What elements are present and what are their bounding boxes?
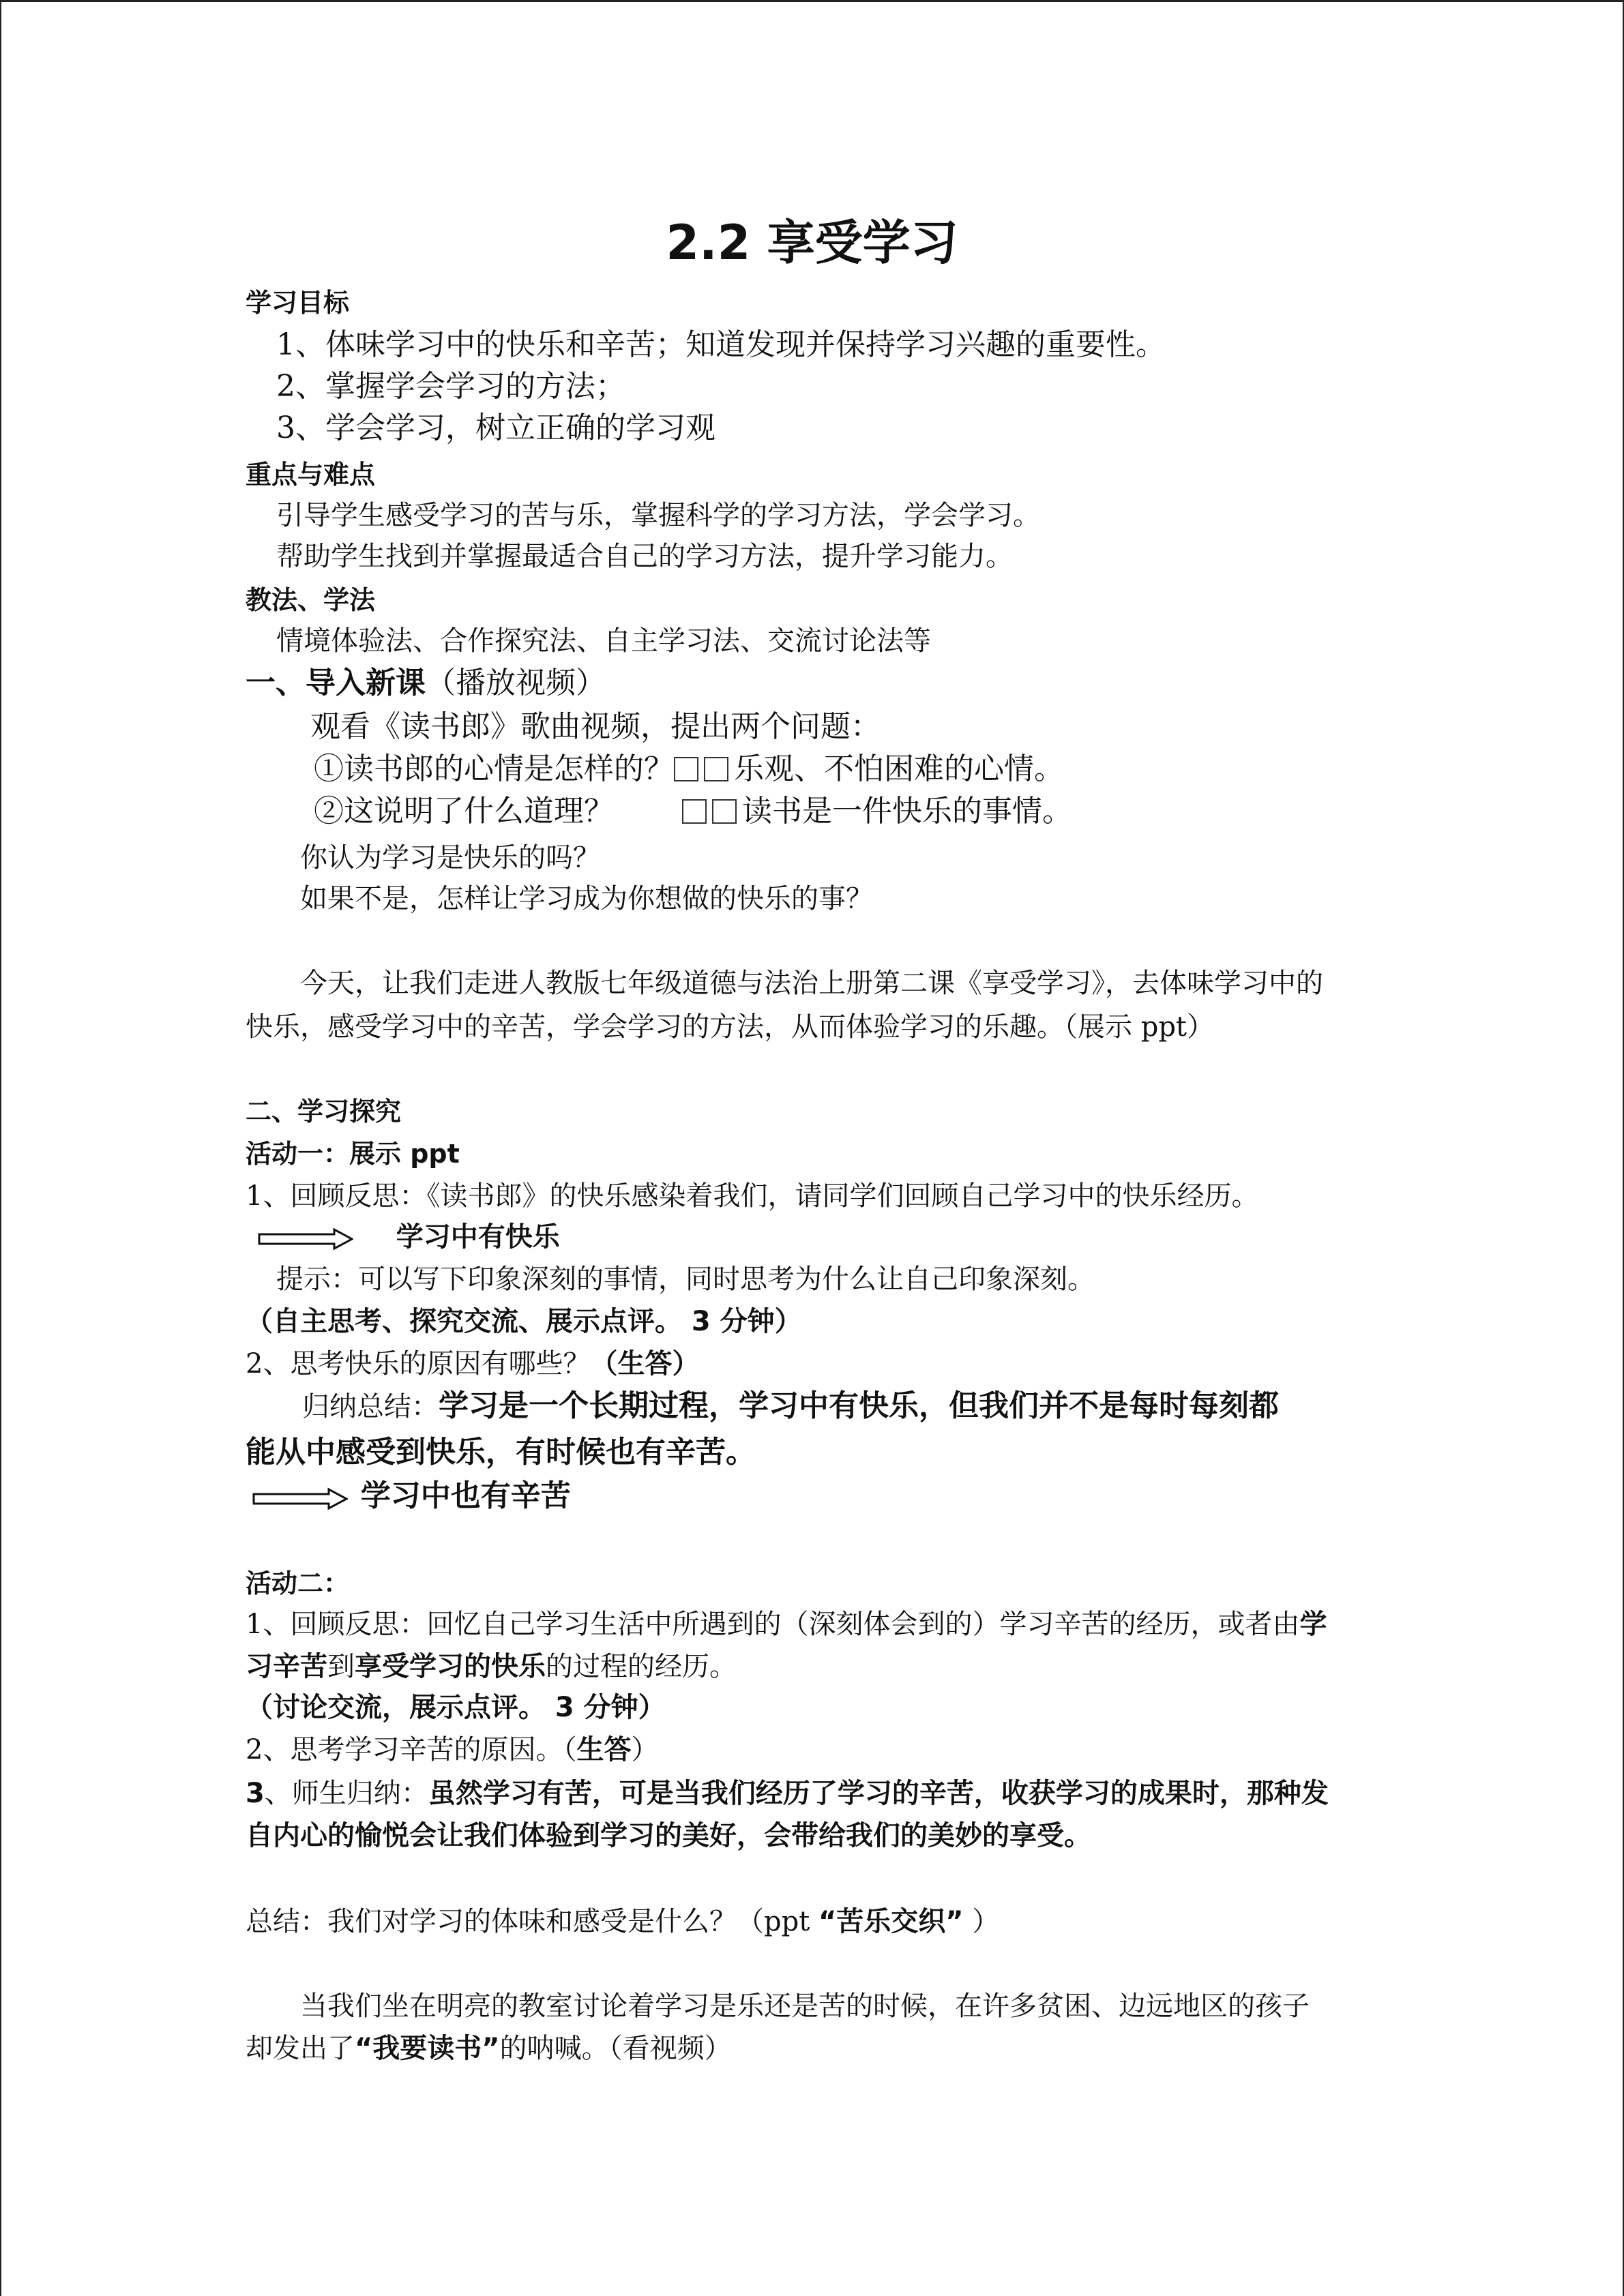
activity1-tip: 提示：可以写下印象深刻的事情，同时思考为什么让自己印象深刻。 [276, 1264, 1095, 1295]
objective-item: 3、学会学习，树立正确的学习观 [276, 411, 715, 445]
activity2-item-1-text: 1、回顾反思：回忆自己学习生活中所遇到的（深刻体会到的）学习辛苦的经历，或者由 [246, 1609, 1300, 1640]
reflection-question-2: 如果不是，怎样让学习成为你想做的快乐的事？ [300, 883, 873, 914]
activity1-item-2-row [246, 1346, 699, 1382]
methods-text: 情境体验法、合作探究法、自主学习法、交流讨论法等 [276, 625, 931, 657]
question-2: ②这说明了什么道理？ [314, 794, 614, 829]
activity2-item-2-bold: 生答 [576, 1734, 632, 1765]
question-1-row [314, 751, 1064, 787]
activity2-item-1-line-2 [246, 1649, 737, 1684]
section1-heading: 一、导入新课 [246, 666, 426, 700]
objective-item: 1、体味学习中的快乐和辛苦；知道发现并保持学习兴趣的重要性。 [276, 327, 1166, 362]
document-title: 2.2 享受学习 [666, 215, 958, 271]
activity2-item-3-line-2: 自内心的愉悦会让我们体验到学习的美好，会带给我们的美妙的享受。 [246, 1820, 1091, 1851]
objectives-heading: 学习目标 [246, 288, 350, 318]
arrow-row-joy [258, 1219, 560, 1255]
activity2-item-2-end: ） [631, 1734, 659, 1765]
blank-box [674, 757, 698, 781]
answer-1: 乐观、不怕困难的心情。 [734, 751, 1064, 786]
activity1-item-2: 2、思考快乐的原因有哪些？ [246, 1348, 591, 1380]
closing-text: 的呐喊。（看视频） [499, 2033, 732, 2064]
section1-heading-row [246, 666, 606, 702]
section1-heading-note: （播放视频） [426, 666, 606, 700]
activity2-item-3-label: 、师生归纳： [264, 1778, 428, 1809]
arrow-label-joy: 学习中有快乐 [396, 1221, 560, 1253]
double-arrow-right-icon [258, 1227, 353, 1251]
activity2-item-1-line-1 [246, 1607, 1327, 1642]
activity1-instruction: （自主思考、探究交流、展示点评。 3 分钟） [246, 1306, 802, 1337]
blank-box [682, 799, 707, 824]
arrow-label-hardship: 学习中也有辛苦 [360, 1478, 571, 1513]
page-left-border [0, 0, 1, 2296]
key-point-item: 引导学生感受学习的苦与乐，掌握科学的学习方法，学会学习。 [276, 500, 1040, 531]
key-points-heading: 重点与难点 [246, 460, 376, 490]
activity2-item-2-row [246, 1732, 658, 1768]
objective-item: 2、掌握学会学习的方法； [276, 369, 625, 404]
activity2-item-3-line-1 [246, 1776, 1329, 1811]
blank-box [712, 799, 737, 824]
closing-text: 却发出了 [246, 2033, 355, 2064]
activity2-instruction: （讨论交流，展示点评。 3 分钟） [246, 1692, 666, 1723]
intro-paragraph-line-2: 快乐，感受学习中的辛苦，学会学习的方法，从而体验学习的乐趣。（展示 ppt） [246, 1011, 1214, 1043]
question-1: ①读书郎的心情是怎样的？ [314, 751, 674, 786]
answer-blank-boxes [682, 794, 742, 829]
double-arrow-right-icon [252, 1487, 348, 1510]
activity2-item-1-bold: 学 [1299, 1609, 1327, 1640]
closing-bold: “我要读书” [355, 2033, 500, 2064]
summary-row-1 [302, 1388, 1279, 1425]
closing-line-2 [246, 2031, 732, 2066]
arrow-row-hardship [252, 1478, 571, 1515]
conclusion-row [246, 1904, 999, 1939]
blank-box [704, 757, 728, 781]
activity2-item-1-text: 到 [327, 1651, 355, 1682]
activity1-heading: 活动一：展示 ppt [246, 1139, 460, 1169]
activity2-item-1-bold: 习辛苦 [246, 1651, 327, 1682]
key-point-item: 帮助学生找到并掌握最适合自己的学习方法，提升学习能力。 [276, 541, 1013, 572]
summary-text-line-1: 学习是一个长期过程，学习中有快乐，但我们并不是每时每刻都 [439, 1388, 1279, 1423]
conclusion-end: ） [963, 1906, 1000, 1937]
closing-line-1: 当我们坐在明亮的教室讨论着学习是乐还是苦的时候，在许多贫困、边远地区的孩子 [300, 1991, 1310, 2022]
conclusion-bold: “苦乐交织” [818, 1906, 964, 1937]
summary-label: 归纳总结： [302, 1391, 439, 1422]
activity2-item-3-number: 3 [246, 1778, 265, 1809]
question-2-row [314, 794, 1072, 829]
activity2-item-3-text: 虽然学习有苦，可是当我们经历了学习的辛苦，收获学习的成果时，那种发 [428, 1778, 1329, 1809]
activity1-item-2-note: （生答） [590, 1348, 700, 1380]
intro-paragraph-line-1: 今天，让我们走进人教版七年级道德与法治上册第二课《享受学习》，去体味学习中的 [300, 968, 1323, 999]
activity2-item-1-bold: 享受学习的快乐 [355, 1651, 546, 1682]
page-top-border [0, 0, 1624, 2]
activity2-heading: 活动二： [246, 1568, 350, 1598]
answer-2: 读书是一件快乐的事情。 [742, 794, 1072, 829]
methods-heading: 教法、学法 [246, 585, 376, 615]
section2-heading: 二、学习探究 [246, 1097, 402, 1127]
answer-blank-boxes [674, 751, 734, 786]
conclusion-text: 总结：我们对学习的体味和感受是什么？（ppt [246, 1906, 818, 1937]
reflection-question-1: 你认为学习是快乐的吗？ [300, 842, 600, 874]
activity2-item-2: 2、思考学习辛苦的原因。（ [246, 1734, 577, 1765]
section1-intro: 观看《读书郎》歌曲视频，提出两个问题： [310, 709, 881, 744]
summary-text-line-2: 能从中感受到快乐，有时候也有辛苦。 [246, 1435, 756, 1470]
activity2-item-1-text: 的过程的经历。 [546, 1651, 737, 1682]
activity1-item-1: 1、回顾反思：《读书郎》的快乐感染着我们，请同学们回顾自己学习中的快乐经历。 [246, 1180, 1259, 1212]
